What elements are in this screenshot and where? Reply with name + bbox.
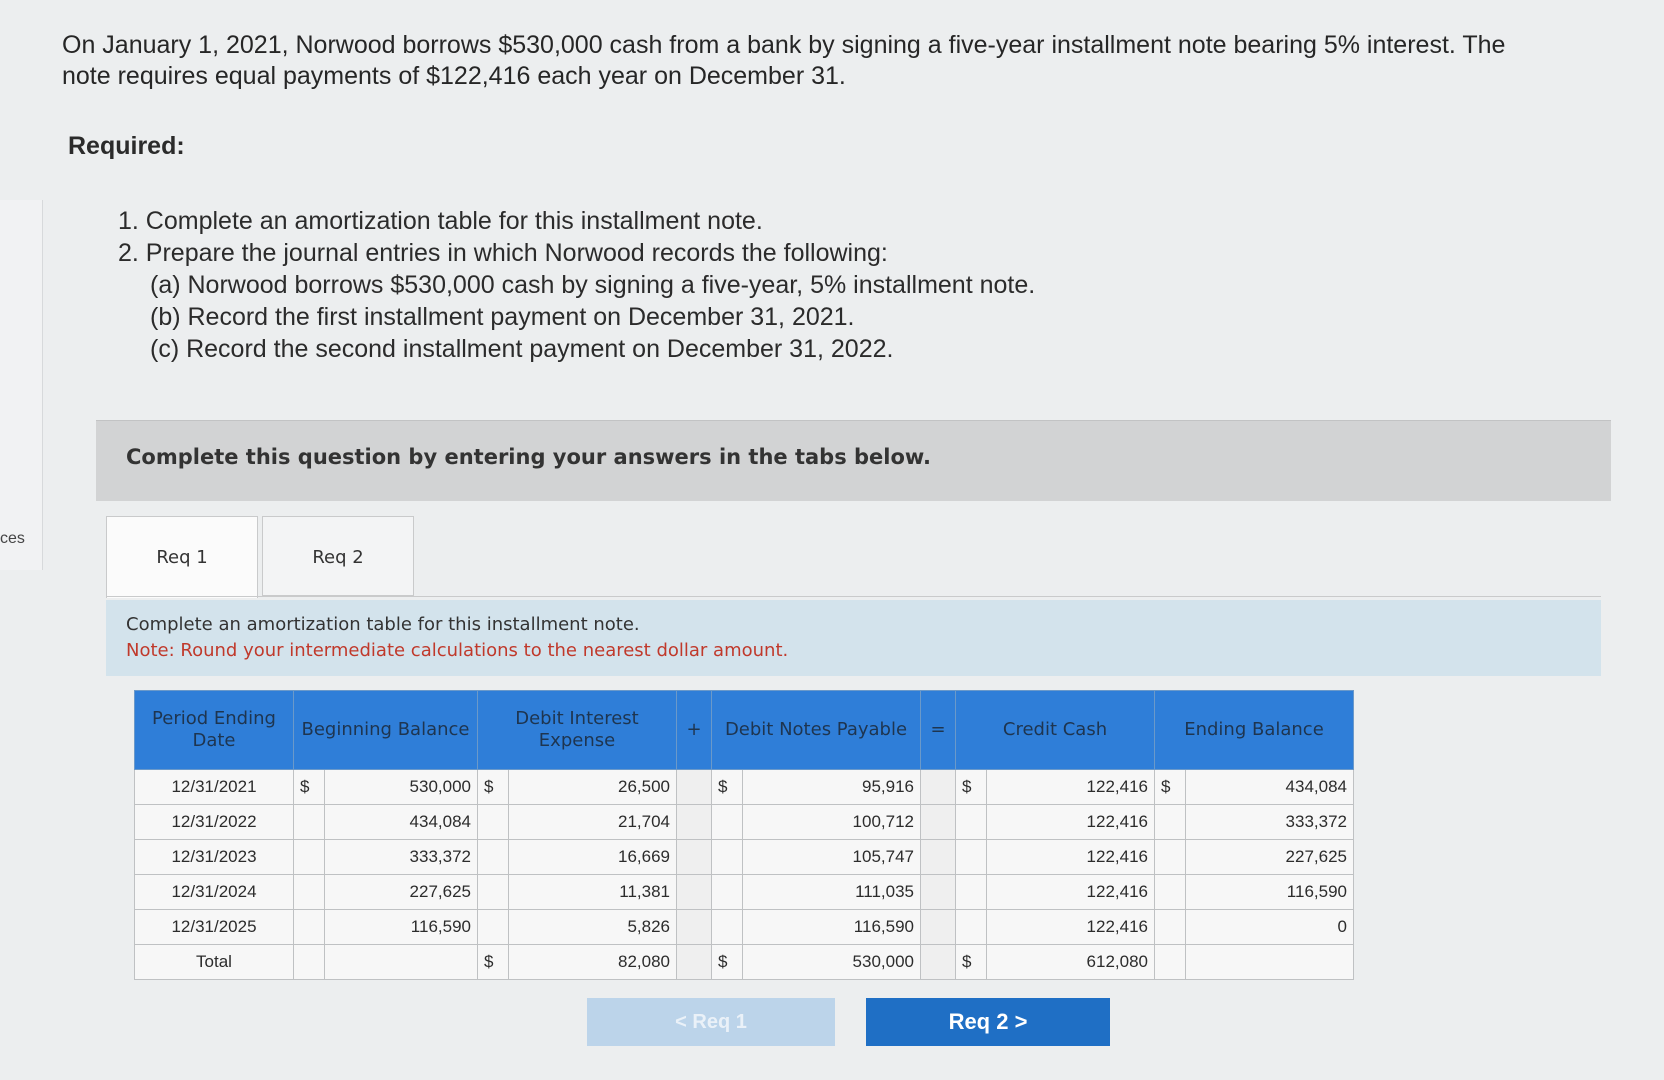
currency-symbol: $ (1155, 770, 1186, 805)
interest-expense-value: 5,826 (509, 910, 677, 945)
credit-cash-input[interactable]: 122,416 (987, 875, 1155, 910)
currency-spacer (1155, 805, 1186, 840)
operator-spacer (677, 910, 712, 945)
instruction-note: Note: Round your intermediate calculations to the nearest dollar amount. (126, 640, 789, 661)
total-cash-value: 612,080 (987, 945, 1155, 980)
credit-cash-input[interactable]: 122,416 (987, 770, 1155, 805)
interest-expense-input[interactable]: 16,669 (509, 840, 677, 875)
currency-spacer (712, 840, 743, 875)
header-plus-operator: + (677, 691, 712, 770)
header-period-ending-date: Period Ending Date (135, 691, 294, 770)
ending-balance-input[interactable]: 333,372 (1186, 805, 1354, 840)
total-beginning-empty (325, 945, 478, 980)
credit-cash-input[interactable]: 122,416 (987, 840, 1155, 875)
beginning-balance-input[interactable]: 434,084 (325, 805, 478, 840)
operator-spacer (677, 875, 712, 910)
table-header-row (135, 691, 1354, 770)
period-date-cell: 12/31/2023 (135, 840, 294, 875)
currency-spacer (478, 840, 509, 875)
instruction-box (106, 600, 1601, 676)
currency-spacer (478, 805, 509, 840)
operator-spacer (677, 945, 712, 980)
currency-spacer (1155, 840, 1186, 875)
currency-spacer (1155, 910, 1186, 945)
period-date-cell: 12/31/2024 (135, 875, 294, 910)
total-notes-value: 530,000 (743, 945, 921, 980)
table-row (135, 770, 1354, 805)
instruction-text: Complete an amortization table for this installment note. (126, 614, 640, 635)
operator-spacer (921, 770, 956, 805)
requirement-subitem: (b) Record the first installment payment on December 31, 2021. (150, 303, 855, 331)
ending-balance-input[interactable]: 434,084 (1186, 770, 1354, 805)
operator-spacer (677, 805, 712, 840)
amortization-table (134, 690, 1354, 980)
required-heading: Required: (68, 132, 185, 160)
operator-spacer (677, 770, 712, 805)
left-sidebar-fragment (0, 200, 43, 570)
requirements-list (118, 205, 1035, 365)
operator-spacer (921, 910, 956, 945)
tab-panel-divider (106, 596, 1601, 597)
currency-symbol: $ (478, 945, 509, 980)
currency-spacer (956, 910, 987, 945)
operator-spacer (677, 840, 712, 875)
requirement-subitem: (a) Norwood borrows $530,000 cash by signing a five-year, 5% installment note. (150, 271, 1036, 299)
currency-spacer (478, 875, 509, 910)
banner-text: Complete this question by entering your answers in the tabs below. (126, 445, 931, 469)
beginning-balance-input[interactable]: 333,372 (325, 840, 478, 875)
tab-req-2[interactable] (262, 516, 414, 596)
requirement-item: 1. Complete an amortization table for this installment note. (118, 207, 763, 235)
currency-spacer (294, 875, 325, 910)
period-date-cell: 12/31/2025 (135, 910, 294, 945)
table-row (135, 910, 1354, 945)
currency-spacer (956, 805, 987, 840)
period-date-cell: 12/31/2022 (135, 805, 294, 840)
total-ending-empty (1186, 945, 1354, 980)
requirement-subitem: (c) Record the second installment payment on December 31, 2022. (150, 335, 894, 363)
credit-cash-value: 122,416 (987, 910, 1155, 945)
problem-line-2: note requires equal payments of $122,416 each year on December 31. (62, 62, 846, 90)
interest-expense-input[interactable]: 26,500 (509, 770, 677, 805)
currency-symbol: $ (956, 770, 987, 805)
notes-payable-input[interactable]: 111,035 (743, 875, 921, 910)
currency-spacer (956, 840, 987, 875)
requirement-item: 2. Prepare the journal entries in which Norwood records the following: (118, 239, 888, 267)
operator-spacer (921, 805, 956, 840)
currency-spacer (294, 945, 325, 980)
sidebar-fragment-text: ces (0, 530, 25, 547)
problem-line-1: On January 1, 2021, Norwood borrows $530,000 cash from a bank by signing a five-year installment note bearing 5% interest. The (62, 31, 1506, 59)
period-date-cell: 12/31/2021 (135, 770, 294, 805)
notes-payable-value: 116,590 (743, 910, 921, 945)
notes-payable-input[interactable]: 95,916 (743, 770, 921, 805)
table-total-row (135, 945, 1354, 980)
currency-spacer (478, 910, 509, 945)
operator-spacer (921, 840, 956, 875)
currency-spacer (712, 805, 743, 840)
header-ending-balance: Ending Balance (1155, 691, 1354, 770)
currency-symbol: $ (712, 945, 743, 980)
operator-spacer (921, 875, 956, 910)
table-row (135, 840, 1354, 875)
problem-statement (62, 30, 1592, 92)
tab-label: Req 2 (312, 547, 364, 568)
ending-balance-input[interactable]: 116,590 (1186, 875, 1354, 910)
table-row (135, 875, 1354, 910)
currency-symbol: $ (712, 770, 743, 805)
operator-spacer (921, 945, 956, 980)
total-label: Total (135, 945, 294, 980)
currency-spacer (294, 805, 325, 840)
currency-spacer (712, 875, 743, 910)
currency-spacer (1155, 945, 1186, 980)
currency-spacer (956, 875, 987, 910)
header-equals-operator: = (921, 691, 956, 770)
header-debit-notes-payable: Debit Notes Payable (712, 691, 921, 770)
prev-req-button[interactable]: < Req 1 (587, 998, 835, 1046)
ending-balance-input[interactable]: 227,625 (1186, 840, 1354, 875)
beginning-balance-input[interactable]: 530,000 (325, 770, 478, 805)
notes-payable-input[interactable]: 105,747 (743, 840, 921, 875)
table-row (135, 805, 1354, 840)
currency-symbol: $ (956, 945, 987, 980)
ending-balance-value: 0 (1186, 910, 1354, 945)
currency-symbol: $ (294, 770, 325, 805)
interest-expense-input[interactable]: 11,381 (509, 875, 677, 910)
currency-spacer (294, 840, 325, 875)
credit-cash-input[interactable]: 122,416 (987, 805, 1155, 840)
interest-expense-input[interactable]: 21,704 (509, 805, 677, 840)
currency-spacer (1155, 875, 1186, 910)
currency-spacer (712, 910, 743, 945)
header-credit-cash: Credit Cash (956, 691, 1155, 770)
header-debit-interest-expense: Debit Interest Expense (478, 691, 677, 770)
beginning-balance-value: 116,590 (325, 910, 478, 945)
tab-req-1[interactable] (106, 516, 258, 598)
tab-label: Req 1 (156, 547, 208, 568)
currency-symbol: $ (478, 770, 509, 805)
instructions-banner (96, 420, 1611, 501)
notes-payable-input[interactable]: 100,712 (743, 805, 921, 840)
header-beginning-balance: Beginning Balance (294, 691, 478, 770)
next-req-button[interactable]: Req 2 > (866, 998, 1110, 1046)
total-interest-value: 82,080 (509, 945, 677, 980)
currency-spacer (294, 910, 325, 945)
beginning-balance-input[interactable]: 227,625 (325, 875, 478, 910)
